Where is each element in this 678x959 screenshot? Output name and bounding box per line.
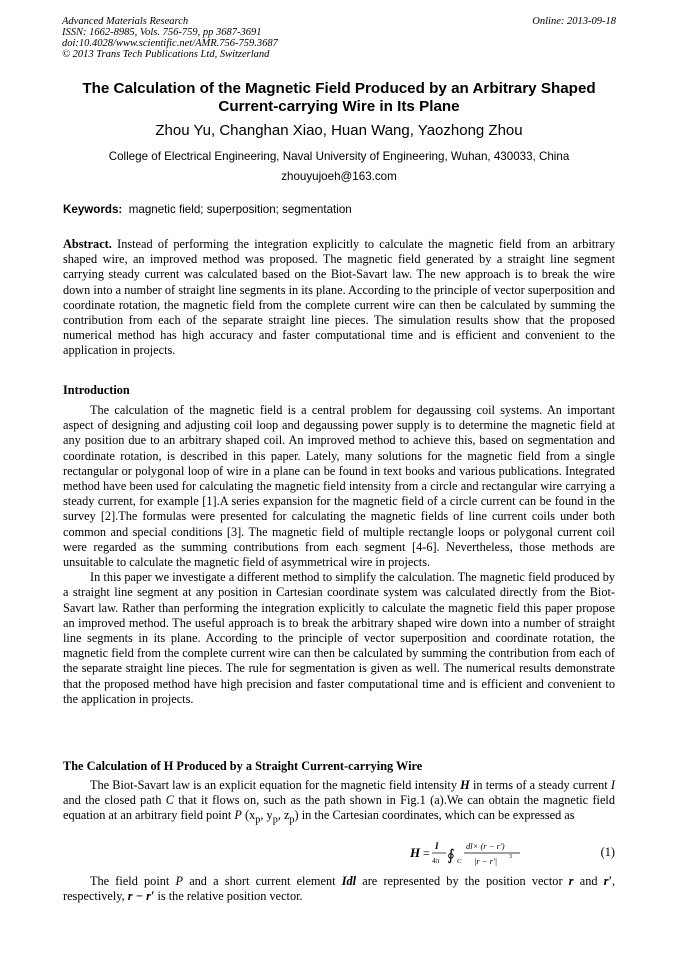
author-email[interactable]: zhouyujoeh@163.com bbox=[281, 170, 397, 183]
online-date: Online: 2013-09-18 bbox=[532, 16, 616, 27]
text-run: that it flows on, such as the path shown in Fig.1 (a).We can obtain the magnetic field equation at an arbitrary field point bbox=[63, 793, 615, 823]
symbol-C: C bbox=[165, 793, 174, 808]
symbol-H: H bbox=[460, 778, 470, 792]
biot-savart-paragraph bbox=[63, 778, 615, 828]
abstract bbox=[63, 237, 615, 359]
text-run: is the relative position vector. bbox=[154, 889, 303, 904]
eq-denominator-exponent: 3 bbox=[509, 854, 512, 860]
text-run: (x bbox=[241, 808, 256, 823]
doi-line[interactable]: doi:10.4028/www.scientific.net/AMR.756-759.3687 bbox=[62, 38, 278, 49]
eq-equals: = bbox=[423, 846, 430, 860]
intro-paragraph-2: In this paper we investigate a different method to simplify the calculation. The magnetic field produced by a straight line segment at any position in Cartesian coordinate system was calculated directly from the Biot-Savart law. Rather than performing the integration explicitly to calculate the magnetic field this paper propose an improved method. The useful approach is to break the arbitrary shaped wire down into a number of straight line segments in its plane. According to the principle of vector superposition and coordinate rotation, the magnetic field from the complete current wire can then be calculated by summing the contribution from each of the separate straight line pieces. The rule for segmentation is given as well. The numerical results demonstrate that the proposed method have high precision and faster computational time and is efficient and convenient to the application in projects. bbox=[63, 570, 615, 706]
keywords bbox=[63, 203, 615, 217]
eq-integral-sub: C bbox=[457, 858, 462, 865]
symbol-Idl: Idl bbox=[341, 874, 357, 888]
text-run: and bbox=[573, 874, 604, 888]
position-vector-text bbox=[63, 874, 615, 904]
text-run: ) in the Cartesian coordinates, which can be expressed as bbox=[294, 808, 575, 823]
introduction-section bbox=[63, 403, 615, 707]
text-run: , respectively, bbox=[63, 874, 616, 904]
eq-integral: ∮ bbox=[447, 846, 455, 864]
author-list: Zhou Yu, Changhan Xiao, Huan Wang, Yaozhong Zhou bbox=[155, 122, 523, 139]
abstract-label: Abstract. bbox=[63, 237, 112, 251]
eq-coef-numerator: I bbox=[435, 841, 439, 851]
keywords-label: Keywords: bbox=[63, 203, 123, 216]
equation-number: (1) bbox=[600, 845, 615, 859]
symbol-r: r bbox=[568, 874, 574, 888]
text-run: in terms of a steady current bbox=[469, 778, 611, 792]
text-run: and the closed path bbox=[63, 793, 166, 808]
copyright-line: © 2013 Trans Tech Publications Ltd, Switzerland bbox=[62, 49, 270, 60]
symbol-r-prime: r′ bbox=[603, 874, 612, 888]
symbol-P: P bbox=[234, 808, 242, 823]
eq-lhs-H: H bbox=[410, 845, 421, 860]
intro-paragraph-1: The calculation of the magnetic field is a central problem for degaussing coil systems. An important aspect of designing and adjusting coil loop and degaussing power supply is to determine the magnetic field at any position due to an arbitrary shaped coil. An improved method to achieve this, based on segmentation and coordinate rotation, is described in this paper. Lately, many solutions for the magnetic field from a single rectangular or polygonal loop of wire in a plane can be found in text books and various publications. Integrated method have been used for calculating the magnetic field intensity from a circle and rectangular wire carrying a steady current, for example [1].A series expansion for the magnetic field of a circle current can be found in the survey [2].The formulas were presented for calculating the magnetic fields of line current coils under both common and special conditions [3]. The magnetic field of multiple rectangle loops or polygonal current coil were regarded as the summing contributions from each segment [4-6]. Nevertheless, those methods are unsuitable to calculate the magnetic field of asymmetrical wire in projects. bbox=[63, 403, 615, 570]
section-heading-introduction: Introduction bbox=[63, 383, 130, 397]
symbol-P: P bbox=[175, 874, 184, 888]
issn-line: ISSN: 1662-8985, Vols. 756-759, pp 3687-3691 bbox=[62, 27, 262, 38]
text-run: and a short current element bbox=[183, 874, 342, 888]
symbol-r-minus-r-prime: r − r′ bbox=[127, 889, 155, 904]
title-line-1: The Calculation of the Magnetic Field Produced by an Arbitrary Shaped bbox=[82, 80, 596, 97]
title-line-2: Current-carrying Wire in Its Plane bbox=[218, 98, 460, 115]
text-run: The Biot-Savart law is an explicit equation for the magnetic field intensity bbox=[90, 778, 461, 792]
subscript-p: p bbox=[272, 814, 278, 826]
symbol-I: I bbox=[610, 778, 615, 792]
affiliation: College of Electrical Engineering, Naval University of Engineering, Wuhan, 430033, China bbox=[108, 150, 570, 163]
keywords-text: magnetic field; superposition; segmentation bbox=[128, 203, 352, 216]
biot-savart-equation bbox=[408, 836, 548, 870]
journal-header bbox=[62, 16, 278, 60]
subscript-p: p bbox=[289, 814, 295, 826]
text-run: The field point bbox=[90, 874, 176, 888]
paper-title bbox=[50, 80, 628, 116]
section-heading-straight-wire: The Calculation of H Produced by a Straight Current-carrying Wire bbox=[63, 759, 423, 773]
journal-name: Advanced Materials Research bbox=[62, 16, 189, 27]
eq-denominator: |r − r′| bbox=[474, 856, 498, 866]
text-run: , z bbox=[277, 808, 290, 823]
eq-coef-denominator: 4π bbox=[432, 856, 440, 865]
straight-wire-section bbox=[63, 778, 615, 828]
eq-numerator: dl× (r − r′) bbox=[466, 841, 505, 851]
abstract-text: Instead of performing the integration explicitly to calculate the magnetic field from an arbitrary shaped wire, an improved method was proposed. The magnetic field generated by a straight line segment carrying steady current was calculated based on the Biot-Savart law. The new approach is to break the wire down into a number of straight line segments in its plane. According to the principle of vector superposition and coordinate rotation, the magnetic field from the complete current wire can then be calculated by summing the contribution from each of the separate straight line pieces. The simulation results show that the proposed numerical method has high accuracy and faster computational time and is efficient and convenient to the application in projects. bbox=[63, 237, 615, 358]
text-run: are represented by the position vector bbox=[356, 874, 569, 888]
subscript-p: p bbox=[255, 814, 261, 826]
text-run: , y bbox=[260, 808, 273, 823]
position-vector-paragraph bbox=[63, 874, 615, 904]
